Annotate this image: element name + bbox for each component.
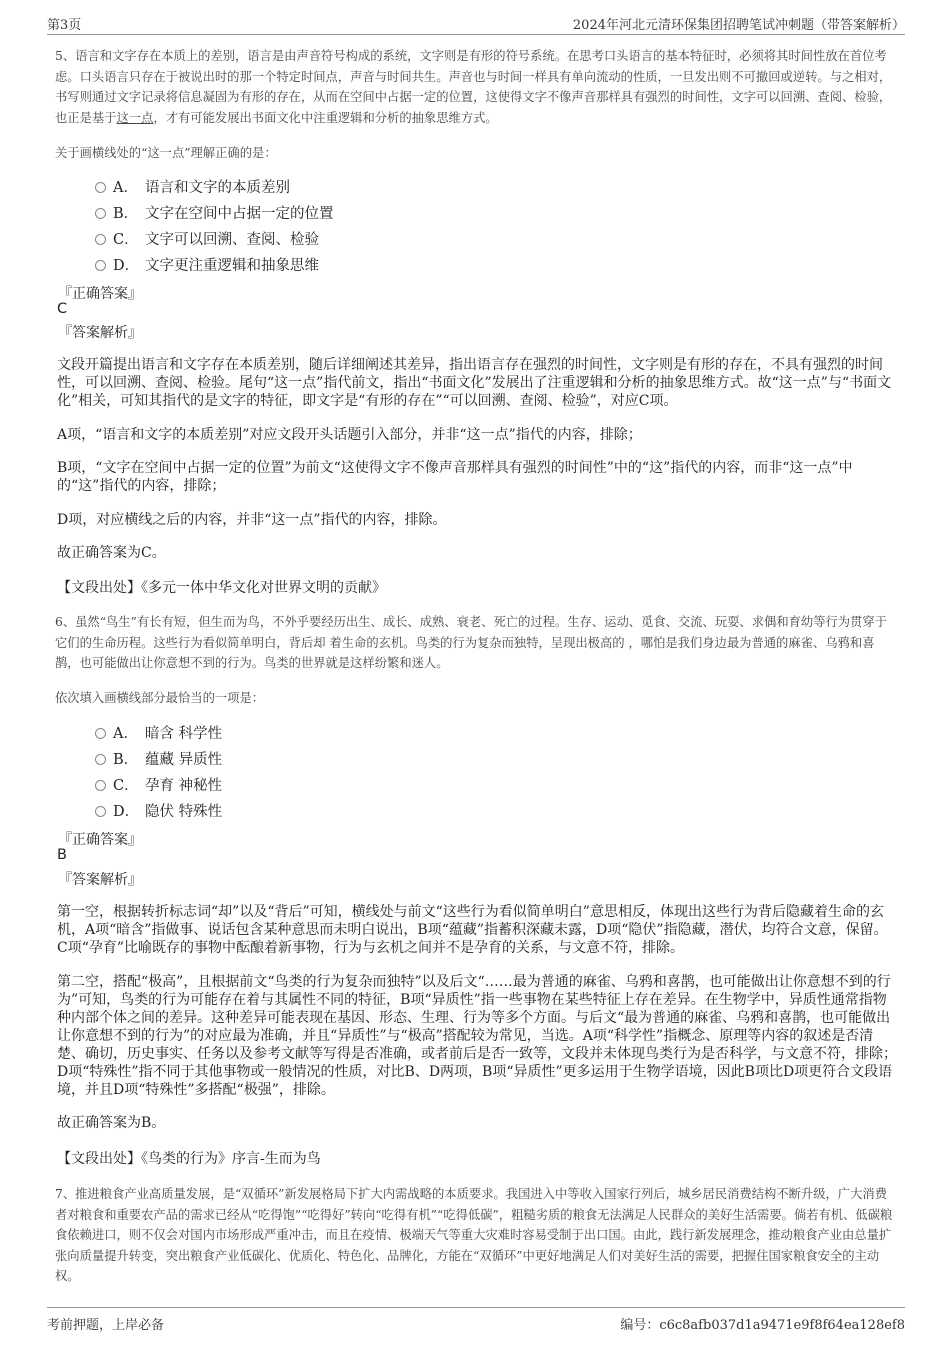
page-header [47, 12, 905, 35]
q5-analysis-1: 文段开篇提出语言和文字存在本质差别，随后详细阐述其差异，指出语言存在强烈的时间性，文字则是有形的存在，不具有强烈的时间性，可以回溯、查阅、检验。尾句“这一点”指代前文，指出“书面文化”发展出了注重逻辑和分析的抽象思维方式。故“这一点”与“书面文化”相关，可知其指代的是文字的特征，即文字是“有形的存在”“可以回溯、查阅、检验”，对应C项。 [57, 357, 892, 409]
radio-icon[interactable] [95, 806, 106, 817]
q5-analysis-label: 『答案解析』 [58, 325, 142, 341]
q5-stem: 关于画横线处的“这一点”理解正确的是： [55, 146, 277, 160]
q6-option-d[interactable]: D． 隐伏 特殊性 [95, 800, 222, 821]
radio-icon[interactable] [95, 260, 106, 271]
q6-analysis-3: 故正确答案为B。 [57, 1115, 166, 1131]
page-footer [47, 1307, 905, 1332]
q6-answer-label: 『正确答案』 [58, 832, 142, 848]
q5-answer-label: 『正确答案』 [58, 286, 142, 302]
q5-option-a[interactable]: A． 语言和文字的本质差别 [95, 176, 290, 197]
document-title: 2024年河北元清环保集团招聘笔试冲刺题（带答案解析） [572, 18, 905, 33]
q5-analysis-2: A项，“语言和文字的本质差别”对应文段开头话题引入部分，并非“这一点”指代的内容，排除； [57, 427, 642, 443]
document-code: 编号：c6c8afb037d1a9471e9f8f64ea128ef8 [620, 1318, 905, 1333]
q5-option-b[interactable]: B． 文字在空间中占据一定的位置 [95, 202, 334, 223]
radio-icon[interactable] [95, 182, 106, 193]
q5-passage: 5、语言和文字存在本质上的差别，语言是由声音符号构成的系统，文字则是有形的符号系统。在思考口头语言的基本特征时，必须将其时间性放在首位考虑。口头语言只存在于被说出时的那一个特定时间点，声音与时间共生。声音也与时间一样具有单向流动的性质，一旦发出则不可撤回或逆转。与之相对，书写则通过文字记录将信息凝固为有形的存在，从而在空间中占据一定的位置，这使得文字不像声音那样具有强烈的时间性，文字可以回溯、查阅、检验，也正是基于这一点，才有可能发展出书面文化中注重逻辑和分析的抽象思维方式。 [55, 49, 892, 125]
q5-source: 【文段出处】《多元一体中华文化对世界文明的贡献》 [57, 580, 386, 596]
q5-analysis-4: D项，对应横线之后的内容，并非“这一点”指代的内容，排除。 [57, 512, 447, 528]
q5-answer: C [57, 301, 68, 317]
q6-analysis-label: 『答案解析』 [58, 872, 142, 888]
q5-option-c[interactable]: C． 文字可以回溯、查阅、检验 [95, 228, 319, 249]
q6-source: 【文段出处】《鸟类的行为》序言-生而为鸟 [57, 1151, 321, 1167]
q6-option-c[interactable]: C． 孕育 神秘性 [95, 774, 222, 795]
q6-option-b[interactable]: B． 蕴藏 异质性 [95, 748, 222, 769]
radio-icon[interactable] [95, 754, 106, 765]
q5-underlined-phrase: 这一点 [116, 110, 154, 125]
q7-passage: 7、推进粮食产业高质量发展，是“双循环”新发展格局下扩大内需战略的本质要求。我国进入中等收入国家行列后，城乡居民消费结构不断升级，广大消费者对粮食和重要农产品的需求已经从“吃得饱”“吃得好”转向“吃得有机”“吃得低碳”，粗糙劣质的粮食无法满足人民群众的美好生活需要。倘若有机、低碳粮食依赖进口，则不仅会对国内市场形成严重冲击，而且在疫情、极端天气等重大灾难时容易受制于出口国。由此，践行新发展理念，推动粮食产业由总量扩张向质量提升转变，突出粮食产业低碳化、优质化、特色化、品牌化，方能在“双循环”中更好地满足人们对美好生活的需要，把握住国家粮食安全的主动权。 [55, 1187, 893, 1283]
q5-analysis-5: 故正确答案为C。 [57, 545, 166, 561]
q5-option-d[interactable]: D． 文字更注重逻辑和抽象思维 [95, 254, 319, 275]
q6-passage: 6、虽然“鸟生”有长有短，但生而为鸟，不外乎要经历出生、成长、成熟、衰老、死亡的过程。生存、运动、觅食、交流、玩耍、求偶和育幼等行为贯穿于它们的生命历程。这些行为看似简单明白，背后却 着生命的玄机。鸟类的行为复杂而独特，呈现出极高的 ，哪怕是我们身边最为普通的麻雀、乌鸦和喜鹊，也可能做出让你意想不到的行为。鸟类的世界就是这样纷繁和迷人。 [55, 615, 887, 670]
q6-stem: 依次填入画横线部分最恰当的一项是： [55, 691, 265, 705]
radio-icon[interactable] [95, 780, 106, 791]
footer-slogan: 考前押题，上岸必备 [47, 1318, 165, 1333]
page-number: 第3页 [47, 18, 82, 33]
q6-analysis-2: 第二空，搭配“极高”，且根据前文“鸟类的行为复杂而独特”以及后文“……最为普通的麻雀、乌鸦和喜鹊，也可能做出让你意想不到的行为”可知，鸟类的行为可能存在着与其属性不同的特征，B项“异质性”指一些事物在某些特征上存在差异。在生物学中，异质性通常指物种内部个体之间的差异。这种差异可能表现在基因、形态、生理、行为等多个方面。与后文“最为普通的麻雀、乌鸦和喜鹊，也可能做出让你意想不到的行为”的对应最为准确，并且“异质性”与“极高”搭配较为常见，当选。A项“科学性”指概念、原理等内容的叙述是否清楚、确切，历史事实、任务以及参考文献等写得是否准确，或者前后是否一致等，文段并未体现鸟类行为是否科学，与文意不符，排除；D项“特殊性”指不同于其他事物或一般情况的性质，对比B、D两项，B项“异质性”更多运用于生物学语境，因此B项比D项更符合文段语境，并且D项“特殊性”多搭配“极强”，排除。 [57, 974, 897, 1098]
radio-icon[interactable] [95, 728, 106, 739]
radio-icon[interactable] [95, 208, 106, 219]
q6-analysis-1: 第一空，根据转折标志词“却”以及“背后”可知，横线处与前文“这些行为看似简单明白”意思相反，体现出这些行为背后隐藏着生命的玄机，A项“暗含”指做事、说话包含某种意思而未明白说出，B项“蕴藏”指蓄积深藏未露，D项“隐伏”指隐藏，潜伏，均符合文意，保留。C项“孕育”比喻既存的事物中酝酿着新事物，行为与玄机之间并不是孕育的关系，与文意不符，排除。 [57, 904, 888, 956]
radio-icon[interactable] [95, 234, 106, 245]
q6-option-a[interactable]: A． 暗含 科学性 [95, 722, 222, 743]
q6-answer: B [57, 847, 67, 863]
q5-analysis-3: B项，“文字在空间中占据一定的位置”为前文“这使得文字不像声音那样具有强烈的时间性”中的“这”指代的内容，而非“这一点”中的“这”指代的内容，排除； [57, 460, 853, 494]
